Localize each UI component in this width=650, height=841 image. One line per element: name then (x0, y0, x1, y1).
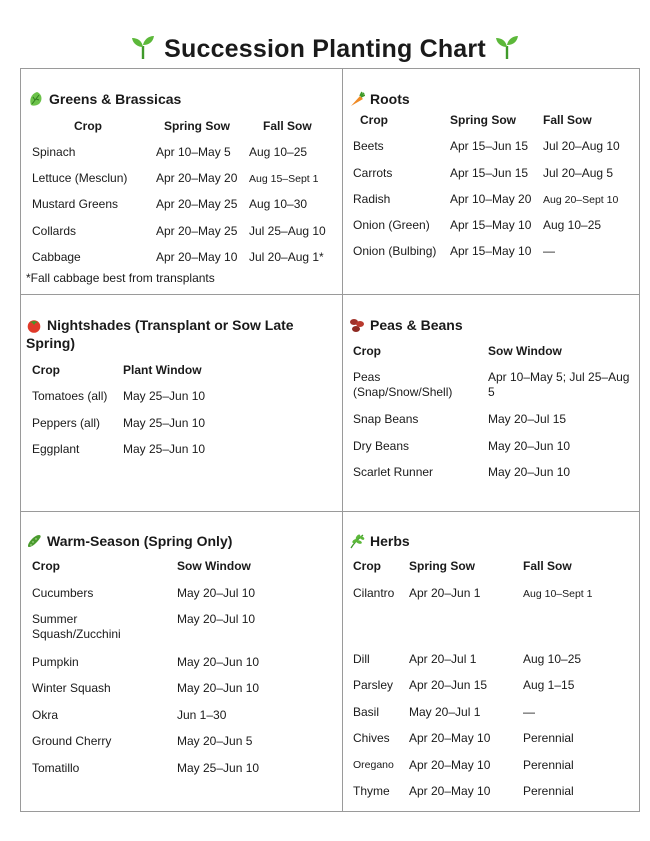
spring-sow: Apr 20–May 25 (156, 224, 238, 238)
column-header: Crop (32, 559, 60, 573)
fall-sow: — (523, 705, 535, 719)
spring-sow: Apr 20–Jul 1 (409, 652, 477, 666)
chart-grid (20, 68, 640, 812)
column-header: Crop (353, 559, 381, 573)
crop-name: Peas (Snap/Snow/Shell) (353, 370, 453, 399)
spring-sow: Apr 20–May 25 (156, 197, 238, 211)
sow-window: May 20–Jun 10 (488, 439, 571, 453)
column-header: Plant Window (123, 363, 202, 377)
sprout-icon (494, 34, 520, 60)
sprout-icon (130, 34, 156, 60)
crop-name: Carrots (353, 166, 393, 180)
crop-name: Cucumbers (32, 586, 94, 600)
column-header: Fall Sow (263, 119, 312, 133)
crop-name: Tomatoes (all) (32, 389, 108, 403)
fall-sow: Aug 10–Sept 1 (523, 588, 593, 600)
column-header: Spring Sow (164, 119, 230, 133)
crop-name: Pumpkin (32, 655, 79, 669)
crop-name: Lettuce (Mesclun) (32, 171, 128, 185)
section-title: Herbs (349, 532, 410, 550)
column-header: Fall Sow (543, 113, 592, 127)
section-title: Peas & Beans (349, 316, 463, 334)
crop-name: Peppers (all) (32, 416, 101, 430)
spring-sow: Apr 15–Jun 15 (450, 166, 529, 180)
spring-sow: Apr 15–Jun 15 (450, 139, 529, 153)
fall-sow: — (543, 244, 555, 258)
fall-sow: Jul 20–Aug 1* (249, 250, 324, 264)
crop-name: Oregano (353, 759, 394, 771)
sow-window: May 20–Jun 10 (488, 465, 571, 479)
fall-sow: Perennial (523, 784, 574, 798)
spring-sow: Apr 20–May 20 (156, 171, 238, 185)
fall-sow: Aug 10–25 (523, 652, 582, 666)
crop-name: Snap Beans (353, 412, 419, 426)
sow-window: May 20–Jun 10 (177, 681, 260, 695)
crop-name: Dill (353, 652, 370, 666)
fall-sow: Jul 20–Aug 10 (543, 139, 620, 153)
section-title: Nightshades (Transplant or Sow Late Spring) (26, 317, 294, 351)
column-header: Fall Sow (523, 559, 572, 573)
column-header: Sow Window (177, 559, 251, 573)
spring-sow: Apr 15–May 10 (450, 218, 532, 232)
fall-sow: Jul 20–Aug 5 (543, 166, 614, 180)
column-header: Crop (360, 113, 388, 127)
spring-sow: May 20–Jul 1 (409, 705, 481, 719)
fall-sow: Jul 25–Aug 10 (249, 224, 326, 238)
section-title: Greens & Brassicas (28, 90, 181, 108)
sow-window: May 20–Jun 5 (177, 734, 253, 748)
herb-icon (349, 533, 365, 549)
crop-name: Onion (Bulbing) (353, 244, 437, 258)
crop-name: Mustard Greens (32, 197, 119, 211)
sow-window: Apr 10–May 5; Jul 25–Aug 5 (488, 370, 630, 399)
crop-name: Winter Squash (32, 681, 111, 695)
crop-name: Thyme (353, 784, 390, 798)
fall-sow: Aug 10–25 (249, 145, 308, 159)
sow-window: May 20–Jul 10 (177, 586, 256, 600)
column-header: Crop (353, 344, 381, 358)
column-header: Spring Sow (450, 113, 516, 127)
crop-name: Chives (353, 731, 390, 745)
sow-window: Jun 1–30 (177, 708, 227, 722)
crop-name: Basil (353, 705, 380, 719)
spring-sow: Apr 20–Jun 1 (409, 586, 481, 600)
plant-window: May 25–Jun 10 (123, 416, 206, 430)
sow-window: May 25–Jun 10 (177, 761, 260, 775)
leafy-greens-icon (28, 91, 44, 107)
crop-name: Beets (353, 139, 384, 153)
carrot-icon (349, 91, 365, 107)
sow-window: May 20–Jun 10 (177, 655, 260, 669)
crop-name: Summer Squash/Zucchini (32, 612, 121, 641)
crop-name: Tomatillo (32, 761, 80, 775)
footnote: *Fall cabbage best from transplants (26, 271, 215, 285)
crop-name: Radish (353, 192, 391, 206)
fall-sow: Perennial (523, 758, 574, 772)
crop-name: Parsley (353, 678, 394, 692)
section-nightshades (21, 295, 342, 511)
plant-window: May 25–Jun 10 (123, 442, 206, 456)
section-peas-beans (343, 295, 639, 511)
section-warm-season (21, 512, 342, 811)
crop-name: Eggplant (32, 442, 80, 456)
page-title-text: Succession Planting Chart (164, 35, 486, 63)
spring-sow: Apr 10–May 20 (450, 192, 532, 206)
fall-sow: Aug 20–Sept 10 (543, 194, 619, 206)
column-header: Sow Window (488, 344, 562, 358)
column-header: Spring Sow (409, 559, 475, 573)
spring-sow: Apr 20–Jun 15 (409, 678, 488, 692)
crop-name: Scarlet Runner (353, 465, 434, 479)
fall-sow: Perennial (523, 731, 574, 745)
spring-sow: Apr 20–May 10 (409, 784, 491, 798)
spring-sow: Apr 15–May 10 (450, 244, 532, 258)
crop-name: Dry Beans (353, 439, 410, 453)
fall-sow: Aug 1–15 (523, 678, 575, 692)
page-title (0, 34, 650, 64)
section-herbs (343, 512, 639, 811)
spring-sow: Apr 20–May 10 (156, 250, 238, 264)
spring-sow: Apr 20–May 10 (409, 758, 491, 772)
crop-name: Collards (32, 224, 77, 238)
spring-sow: Apr 20–May 10 (409, 731, 491, 745)
fall-sow: Aug 10–25 (543, 218, 602, 232)
spring-sow: Apr 10–May 5 (156, 145, 231, 159)
crop-name: Ground Cherry (32, 734, 112, 748)
section-roots (343, 69, 639, 294)
plant-window: May 25–Jun 10 (123, 389, 206, 403)
sow-window: May 20–Jul 15 (488, 412, 567, 426)
crop-name: Spinach (32, 145, 76, 159)
column-header: Crop (74, 119, 102, 133)
column-header: Crop (32, 363, 60, 377)
sow-window: May 20–Jul 10 (177, 612, 256, 626)
tomato-icon (26, 317, 42, 333)
crop-name: Okra (32, 708, 59, 722)
section-title: Warm-Season (Spring Only) (26, 532, 232, 550)
crop-name: Cilantro (353, 586, 395, 600)
fall-sow: Aug 10–30 (249, 197, 308, 211)
fall-sow: Aug 15–Sept 1 (249, 173, 319, 185)
cucumber-icon (26, 533, 42, 549)
crop-name: Cabbage (32, 250, 81, 264)
section-title: Roots (349, 90, 410, 108)
beans-icon (349, 317, 365, 333)
crop-name: Onion (Green) (353, 218, 430, 232)
section-greens (21, 69, 342, 294)
